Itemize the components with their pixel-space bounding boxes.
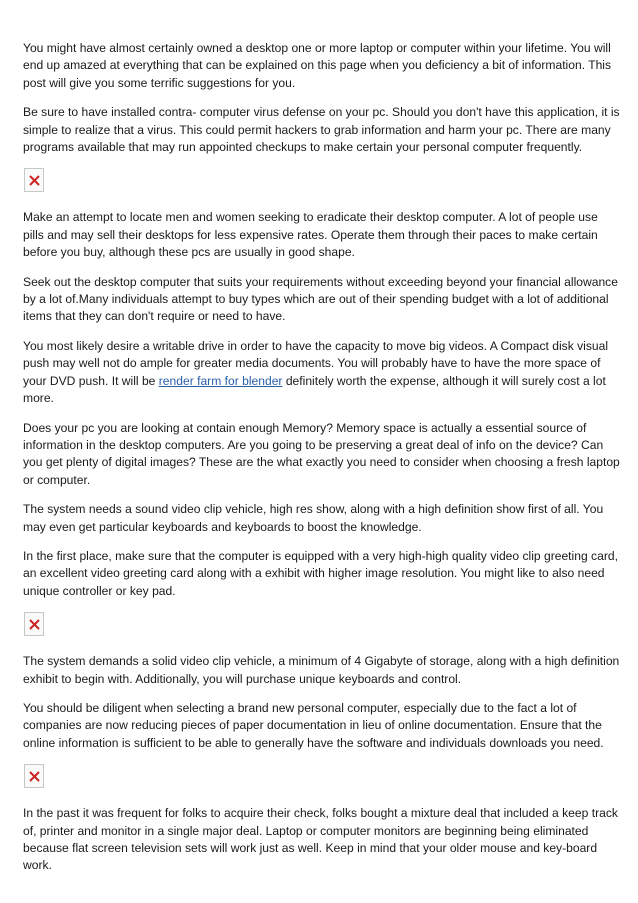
paragraph-11: In the past it was frequent for folks to acquire their check, folks bought a mixture deal that included a keep track of, printer and monitor in a single major deal. Laptop or computer monitors are beginning being eliminated because flat screen television sets will work just as well. Keep in mind that your older mouse and key-board work. [23, 806, 618, 873]
paragraph-6: Does your pc you are looking at contain enough Memory? Memory space is actually a essential source of information in the desktop computers. Are you going to be preserving a great deal of info on the device? Can you get plenty of digital images? These are the what exactly you need to consider when choosing a fresh laptop or computer. [23, 420, 620, 487]
paragraph-1: You might have almost certainly owned a desktop one or more laptop or computer within your lifetime. You will end up amazed at everything that can be explained on this page when you deficiency a bit of information. This post will give you some terrific suggestions for you. [23, 41, 612, 90]
paragraph-2: Be sure to have installed contra- computer virus defense on your pc. Should you don't have this application, it is simple to realize that a virus. This could permit hackers to grab information and harm your pc. There are many programs available that may run appointed checkups to make certain your personal computer frequently. [23, 105, 620, 155]
paragraph-5 [23, 338, 621, 408]
paragraph-5-text-start: You most likely desire a writable drive in order to have the capacity to move big videos. A Compact disk visual push may well not do ample for greater media documents. You will probably have to have the more space of your DVD push. It will be [23, 338, 609, 388]
paragraph-4: Seek out the desktop computer that suits your requirements without exceeding beyond your financial allowance by a lot of.Many individuals attempt to buy types which are out of their spending budget with a lot of additional items that they can don't require or need to have. [23, 274, 618, 324]
paragraph-5-text-end: definitely worth the expense, although it will surely cost a lot more. [23, 373, 606, 406]
paragraph-9: The system demands a solid video clip vehicle, a minimum of 4 Gigabyte of storage, along with a high definition exhibit to begin with. Additionally, you will purchase unique keyboards and control. [23, 654, 620, 686]
document-body [23, 40, 621, 887]
broken-image-icon [24, 764, 44, 788]
render-farm-link[interactable]: render farm for blender [158, 373, 283, 388]
broken-image-icon [24, 168, 44, 192]
paragraph-7: The system needs a sound video clip vehicle, high res show, along with a high definition show first of all. You may even get particular keyboards and keyboards to boost the knowledge. [23, 502, 604, 534]
paragraph-8: In the first place, make sure that the computer is equipped with a very high-high quality video clip greeting card, an excellent video greeting card along with a exhibit with higher image resolution. You might like to also need unique controller or key pad. [23, 548, 618, 598]
broken-image-icon [24, 612, 44, 636]
paragraph-3: Make an attempt to locate men and women seeking to eradicate their desktop computer. A lot of people use pills and may sell their desktops for less expensive rates. Operate them through their paces to make certain before you buy, although these pcs are usually in good shape. [23, 210, 598, 260]
paragraph-10: You should be diligent when selecting a brand new personal computer, especially due to the fact a lot of companies are now reducing pieces of paper documentation in lieu of online documentation. Ensure that the online information is sufficient to be able to generally have the software and individuals downloads you need. [23, 700, 604, 750]
